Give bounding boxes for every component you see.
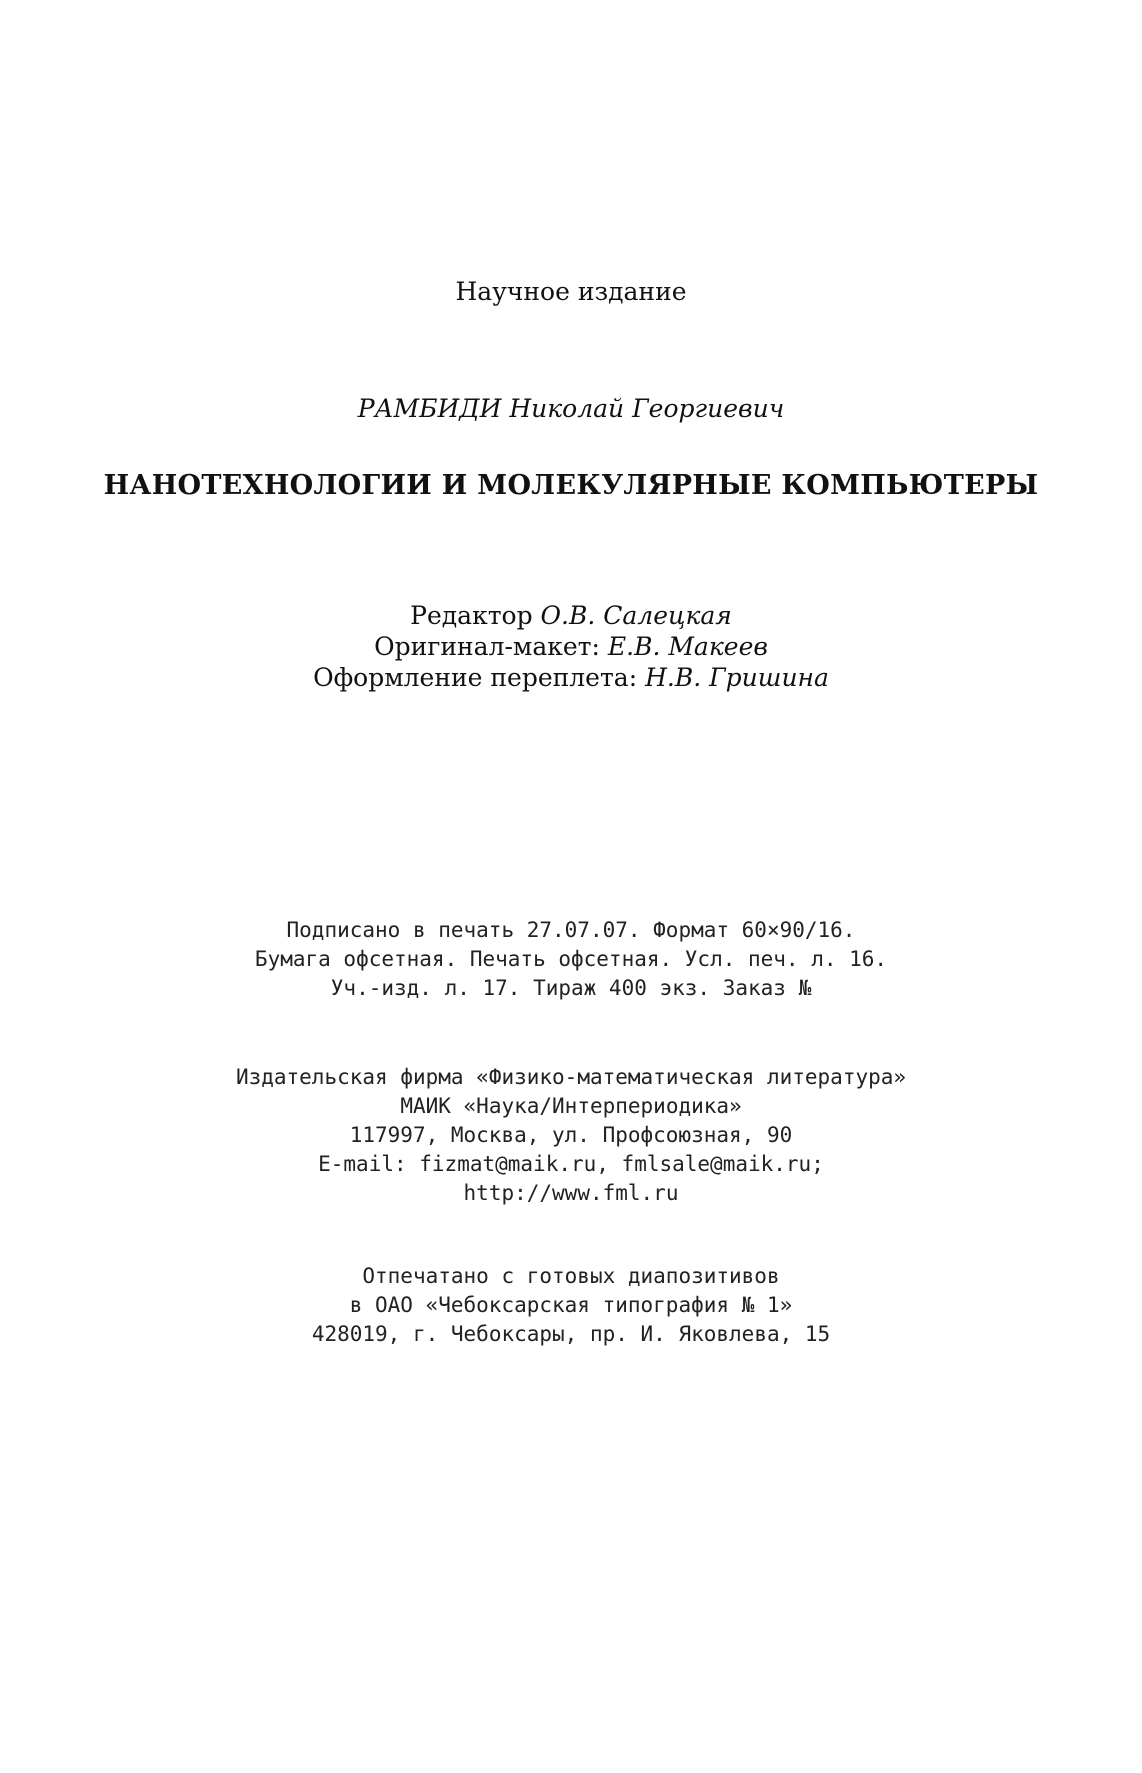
credit-person: О.В. Салецкая — [540, 601, 732, 630]
publisher-line: МАИК «Наука/Интерпериодика» — [400, 1094, 742, 1118]
printer-address: 428019, г. Чебоксары, пр. И. Яковлева, 15 — [311, 1322, 831, 1346]
printer-line: в ОАО «Чебоксарская типография № 1» — [349, 1293, 793, 1317]
print-info-line: Подписано в печать 27.07.07. Формат 60×90/16. — [286, 918, 856, 942]
publisher-email: E-mail: fizmat@maik.ru, fmlsale@maik.ru; — [318, 1152, 824, 1176]
printer-block — [0, 1262, 1142, 1349]
credit-role: Редактор — [410, 601, 533, 630]
publisher-address: 117997, Москва, ул. Профсоюзная, 90 — [349, 1123, 793, 1147]
print-info-line: Уч.-изд. л. 17. Тираж 400 экз. Заказ № — [330, 976, 812, 1000]
publisher-block — [0, 1063, 1142, 1208]
credit-cover-design — [0, 662, 1142, 693]
edition-type: Научное издание — [455, 277, 687, 306]
printer-line: Отпечатано с готовых диапозитивов — [362, 1264, 780, 1288]
credits-block — [0, 600, 1142, 693]
credit-editor — [0, 600, 1142, 631]
credit-person: Н.В. Гришина — [645, 663, 829, 692]
author-name: РАМБИДИ Николай Георгиевич — [357, 394, 785, 423]
credit-role: Оригинал-макет: — [374, 632, 600, 661]
credit-layout — [0, 631, 1142, 662]
credit-person: Е.В. Макеев — [607, 632, 768, 661]
print-info-block — [0, 916, 1142, 1003]
publisher-line: Издательская фирма «Физико-математическая литература» — [235, 1065, 907, 1089]
print-info-line: Бумага офсетная. Печать офсетная. Усл. печ. л. 16. — [254, 947, 888, 971]
publisher-website: http://www.fml.ru — [463, 1181, 679, 1205]
credit-role: Оформление переплета: — [313, 663, 638, 692]
book-title: НАНОТЕХНОЛОГИИ И МОЛЕКУЛЯРНЫЕ КОМПЬЮТЕРЫ — [103, 470, 1039, 501]
